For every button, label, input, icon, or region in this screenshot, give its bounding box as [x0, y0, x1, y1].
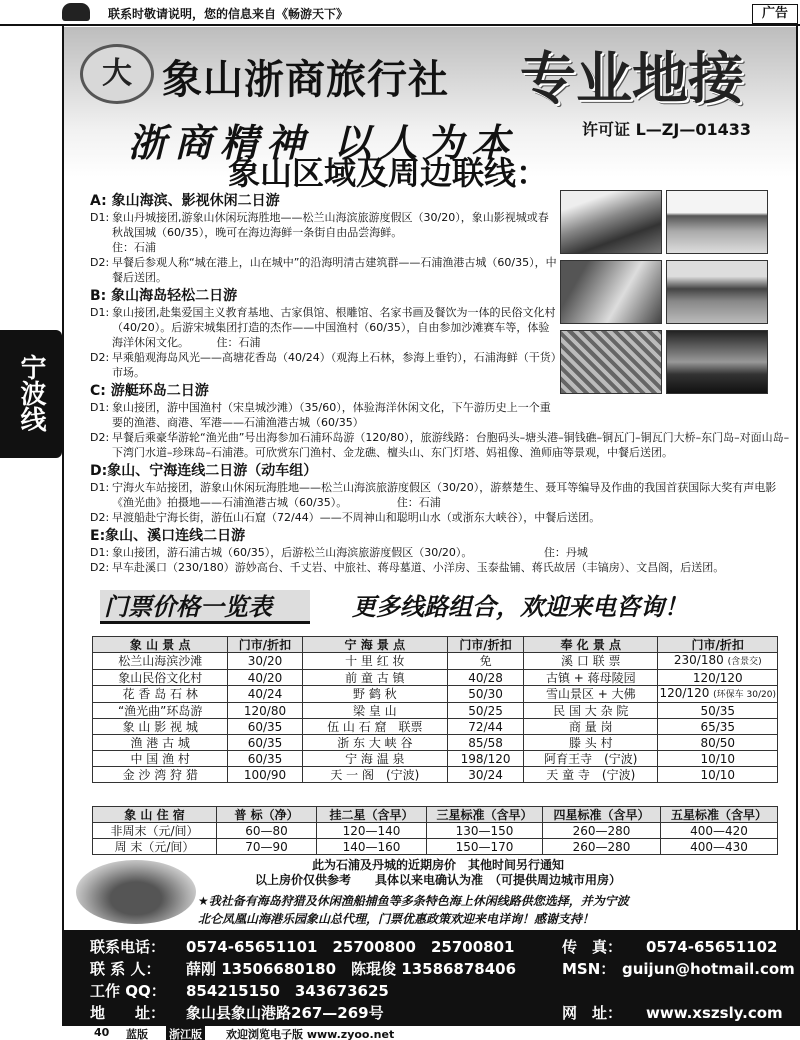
website-label: 网 址： — [562, 1004, 623, 1022]
table-cell — [658, 703, 778, 719]
table-cell — [658, 653, 778, 670]
table-cell — [228, 653, 302, 670]
cell-text: 198/120 — [460, 751, 511, 766]
cell-text: 天 童 寺 (宁波) — [546, 767, 636, 782]
col-header: 三星标准（含早） — [427, 807, 543, 823]
route-day — [90, 305, 558, 350]
cell-text: 30/24 — [468, 767, 503, 782]
route-title: E:象山、溪口连线二日游 — [90, 528, 246, 544]
cell-text: 梁 皇 山 — [353, 703, 397, 718]
route-day — [90, 350, 558, 380]
day-text: 早乘船观海岛风光——高塘花香岛（40/24）（观海上石林，参海上垂钓），石浦海鲜（干货）市场。 — [112, 351, 557, 379]
note-line: 以上房价仅供参考 具体以来电确认为准 （可提供周边城市用房） — [254, 873, 621, 887]
table-row — [93, 751, 778, 767]
route-title: C: 游艇环岛二日游 — [90, 383, 209, 399]
table-cell — [302, 719, 447, 735]
table-row — [93, 703, 778, 719]
contact-persons[interactable]: 薛刚 13506680180 陈琨俊 13586878406 — [186, 960, 517, 978]
cell-text: 65/35 — [700, 719, 736, 734]
cell-text: 宁 海 温 泉 — [345, 751, 405, 766]
table-cell — [448, 703, 524, 719]
cell-text: 免 — [479, 654, 492, 668]
table-cell: 260—280 — [543, 823, 661, 839]
col-header: 挂二星（含早） — [317, 807, 427, 823]
route-a — [90, 192, 790, 285]
top-notice: 联系时敬请说明，您的信息来自《畅游天下》 — [108, 7, 349, 21]
contact-row-phone — [90, 936, 800, 958]
table-cell — [228, 686, 302, 703]
promo-line: 北仑凤凰山海港乐园象山总代理，门票优惠政策欢迎来电详询！感谢支持！ — [198, 912, 595, 926]
cell-text: 中 国 渔 村 — [130, 751, 190, 766]
route-day — [90, 210, 639, 255]
table-cell — [93, 719, 228, 735]
cell-text: 50/35 — [700, 703, 736, 718]
hotel-notes — [88, 858, 788, 888]
table-cell — [448, 767, 524, 783]
table-cell — [228, 751, 302, 767]
table-cell: 130—150 — [427, 823, 543, 839]
cell-text: 金 沙 湾 狩 猎 — [122, 767, 198, 782]
route-day — [90, 400, 558, 430]
table-row — [93, 823, 778, 839]
qq-numbers[interactable]: 854215150 343673625 — [186, 982, 389, 1000]
table-cell — [93, 653, 228, 670]
phone-numbers[interactable]: 0574-65651101 25700800 25700801 — [186, 938, 515, 956]
address: 象山县象山港路267—269号 — [186, 1004, 384, 1022]
table-cell — [448, 719, 524, 735]
cell-text: 40/20 — [247, 670, 283, 685]
cell-text: 浙 东 大 峡 谷 — [337, 735, 413, 750]
route-title: D:象山、宁海连线二日游（动车组） — [90, 463, 318, 479]
cell-text: 60/35 — [247, 719, 283, 734]
route-day — [90, 255, 558, 285]
table-cell — [524, 751, 658, 767]
cell-text: 民 国 大 杂 院 — [553, 703, 629, 718]
table-cell — [658, 767, 778, 783]
contact-row-person — [90, 958, 800, 980]
msn-label: MSN： — [562, 960, 616, 978]
day-text: 宁海火车站接团，游象山休闲玩海胜地——松兰山海滨旅游度假区（30/20），游蔡楚生、聂耳等编导及作曲的我国首获国际大奖有声电影《渔光曲》拍摄地——石浦渔港古城（60/35）。 住：石浦 — [112, 481, 777, 509]
cell-text: 72/44 — [468, 719, 503, 734]
cell-text: 10/10 — [700, 751, 736, 766]
table-cell: 周 末（元/间） — [93, 839, 217, 855]
col-header: 象 山 住 宿 — [93, 807, 217, 823]
fax-number[interactable]: 0574-65651102 — [646, 938, 778, 956]
cell-text: 85/58 — [468, 735, 503, 750]
cell-text: 80/50 — [700, 735, 736, 750]
hotel-price-table — [92, 806, 778, 855]
route-list — [90, 190, 790, 575]
cell-text: 滕 头 村 — [568, 735, 613, 750]
fax-label: 传 真： — [562, 938, 623, 956]
promo-text — [198, 892, 790, 928]
ad-tag: 广告 — [752, 4, 798, 24]
table-cell — [658, 719, 778, 735]
phone-label: 联系电话： — [90, 938, 166, 956]
day-label: D2: — [90, 561, 110, 574]
table-row — [93, 767, 778, 783]
route-day — [90, 560, 790, 575]
company-name: 象山浙商旅行社 — [162, 57, 449, 103]
logo-mark: 大 — [102, 56, 132, 91]
table-cell — [228, 703, 302, 719]
slogan: 浙商精神 以人为本 — [128, 120, 518, 165]
table-cell — [524, 719, 658, 735]
ticket-price-table — [92, 636, 778, 783]
col-header: 五星标准（含早） — [661, 807, 778, 823]
table-cell: 400—420 — [661, 823, 778, 839]
cell-text: 十 里 红 妆 — [345, 654, 405, 668]
cell-note: (环保车 30/20) — [713, 690, 776, 700]
magazine-logo-icon — [62, 3, 90, 21]
col-header: 普 标（净） — [217, 807, 317, 823]
day-label: D2: — [90, 351, 110, 364]
cell-text: 天 一 阁 (宁波) — [330, 767, 420, 782]
cell-text: 40/28 — [468, 670, 503, 685]
cell-text: 花 香 岛 石 林 — [122, 687, 198, 701]
table-cell — [524, 703, 658, 719]
cell-text: 雪山景区 + 大佛 — [545, 687, 636, 701]
route-day — [90, 510, 790, 525]
cell-text: 120/80 — [243, 703, 287, 718]
region-title: 象山区域及周边联线： — [228, 154, 549, 192]
day-text: 早餐后乘豪华游轮“渔光曲”号出海参加石浦环岛游（120/80），旅游线路：台胞码头–塘头港–铜钱礁–铜瓦门–铜瓦门大桥–东门岛–对面山岛–下湾门水道–珍珠岛–石浦港。可欣赏东门渔村、金龙礁、檀头山、东门灯塔、妈祖像、渔师庙等景观，中餐后送团。 — [112, 431, 790, 459]
contact-row-qq — [90, 980, 800, 1002]
cell-text: 商 量 岗 — [568, 719, 613, 734]
col-header: 门市/折扣 — [658, 637, 778, 653]
route-day — [90, 430, 790, 460]
day-label: D2: — [90, 431, 110, 444]
page-footer — [0, 1024, 800, 1040]
table-cell — [93, 751, 228, 767]
table-row — [93, 686, 778, 703]
table-cell — [448, 735, 524, 751]
edition-label: 蓝版 — [126, 1028, 148, 1040]
col-header: 门市/折扣 — [448, 637, 524, 653]
table-cell — [448, 670, 524, 686]
table-row — [93, 670, 778, 686]
table-cell — [524, 670, 658, 686]
route-e — [90, 527, 790, 575]
day-label: D1: — [90, 211, 110, 224]
cell-text: 象山民俗文化村 — [118, 670, 203, 685]
table-row — [93, 653, 778, 670]
table-header-row — [93, 807, 778, 823]
table-cell — [302, 703, 447, 719]
cell-text: 溪 口 联 票 — [561, 654, 621, 668]
table-row — [93, 719, 778, 735]
table-cell: 60—80 — [217, 823, 317, 839]
website-link[interactable]: www.xszsly.com — [646, 1004, 783, 1022]
cell-text: 前 童 古 镇 — [345, 670, 405, 685]
route-d — [90, 462, 790, 525]
cell-text: 阿育王寺 (宁波) — [544, 751, 638, 766]
col-header: 四星标准（含早） — [543, 807, 661, 823]
day-text: 象山接团，游中国渔村（宋皇城沙滩）（35/60），体验海洋休闲文化，下午游历史上一个重要的渔港、商港、军港——石浦渔港古城（60/35） — [112, 401, 551, 429]
route-c — [90, 382, 790, 460]
cell-text: 120/120 — [659, 686, 710, 700]
table-cell — [658, 686, 778, 703]
day-label: D2: — [90, 511, 110, 524]
table-cell — [93, 670, 228, 686]
day-label: D2: — [90, 256, 110, 269]
person-label: 联 系 人： — [90, 960, 161, 978]
contact-row-address — [90, 1002, 800, 1024]
ticket-price-title: 门票价格一览表 — [100, 590, 310, 624]
cell-text: 30/20 — [247, 654, 283, 668]
side-tab-label: 宁波线 — [16, 354, 46, 432]
province-edition: 浙江版 — [166, 1026, 205, 1040]
cell-text: 50/30 — [468, 687, 503, 701]
company-tagline: 专业地接 — [520, 47, 744, 112]
contact-panel — [62, 930, 800, 1026]
day-text: 象山接团,赴集爱国主义教育基地、古家俱馆、根雕馆、名家书画及餐饮为一体的民俗文化村（40/20）。后游宋城集团打造的杰作——中国渔村（60/35），自由参加沙滩赛车等，体验海洋休闲文化。 住：石浦 — [112, 306, 556, 349]
col-header: 象 山 景 点 — [93, 637, 228, 653]
table-cell — [302, 653, 447, 670]
cell-text: 40/24 — [247, 687, 283, 701]
msn-address[interactable]: guijun@hotmail.com — [622, 960, 795, 978]
footer-website-text[interactable]: 欢迎浏览电子版 www.zyoo.net — [226, 1028, 395, 1040]
col-header: 奉 化 景 点 — [524, 637, 658, 653]
table-cell — [658, 735, 778, 751]
day-text: 早餐后参观人称“城在港上，山在城中”的沿海明清古建筑群——石浦渔港古城（60/35），中餐后送团。 — [112, 256, 557, 284]
table-cell — [524, 653, 658, 670]
page-number: 40 — [94, 1026, 110, 1039]
table-cell — [302, 670, 447, 686]
table-cell: 400—430 — [661, 839, 778, 855]
table-cell: 70—90 — [217, 839, 317, 855]
route-day — [90, 480, 790, 510]
cell-text: 古镇 + 蒋母陵园 — [545, 670, 636, 685]
day-text: 早渡船赴宁海长街，游伍山石窟（72/44）——不周神山和聪明山水（或浙东大峡谷），中餐后送团。 — [112, 511, 601, 524]
cell-text: 渔 港 古 城 — [130, 735, 190, 750]
table-cell: 120—140 — [317, 823, 427, 839]
cell-text: 野 鹤 秋 — [353, 687, 397, 701]
table-cell — [228, 767, 302, 783]
table-header-row — [93, 637, 778, 653]
day-text: 象山接团，游石浦古城（60/35），后游松兰山海滨旅游度假区（30/20）。 住：丹城 — [112, 546, 588, 559]
table-row — [93, 839, 778, 855]
qq-label: 工作 QQ： — [90, 982, 166, 1000]
table-cell — [658, 751, 778, 767]
table-cell — [524, 767, 658, 783]
table-cell — [228, 735, 302, 751]
table-cell — [228, 670, 302, 686]
table-cell — [448, 686, 524, 703]
cell-note: (含景交) — [727, 657, 762, 667]
table-row — [93, 735, 778, 751]
table-cell: 150—170 — [427, 839, 543, 855]
cell-text: 象 山 影 视 城 — [122, 719, 198, 734]
col-header: 门市/折扣 — [228, 637, 302, 653]
cell-text: 60/35 — [247, 751, 283, 766]
table-cell: 140—160 — [317, 839, 427, 855]
day-text: 象山丹城接团,游象山休闲玩海胜地——松兰山海滨旅游度假区（30/20），象山影视城或春秋战国城（60/35），晚可在海边海鲜一条街自由品尝海鲜。 住：石浦 — [112, 211, 639, 254]
cell-text: 10/10 — [700, 767, 736, 782]
more-routes-banner: 更多线路组合，欢迎来电咨询！ — [352, 592, 688, 621]
cell-text: 230/180 — [673, 653, 724, 667]
company-logo — [80, 44, 154, 104]
cell-text: 松兰山海滨沙滩 — [118, 654, 203, 668]
day-label: D1: — [90, 401, 110, 414]
table-cell — [93, 686, 228, 703]
table-cell — [302, 767, 447, 783]
table-cell — [658, 670, 778, 686]
day-label: D1: — [90, 546, 110, 559]
cell-text: 100/90 — [243, 767, 287, 782]
cell-text: 伍 山 石 窟 联票 — [327, 719, 423, 734]
table-cell — [448, 751, 524, 767]
license-number: 许可证 L—ZJ—01433 — [582, 120, 751, 139]
table-cell — [524, 735, 658, 751]
cell-text: 60/35 — [247, 735, 283, 750]
day-text: 早车赴溪口（230/180）游妙高台、千丈岩、中旅社、蒋母墓道、小洋房、玉泰盐铺、蒋氏故居（丰镐房）、文昌阁，后送团。 — [112, 561, 725, 574]
table-cell — [302, 735, 447, 751]
route-day — [90, 545, 790, 560]
table-cell — [302, 751, 447, 767]
address-label: 地 址： — [90, 1004, 166, 1022]
table-cell — [228, 719, 302, 735]
table-cell: 非周末（元/间） — [93, 823, 217, 839]
day-label: D1: — [90, 481, 110, 494]
side-tab-ningbo — [0, 330, 62, 458]
table-cell — [93, 735, 228, 751]
promo-line: ★我社备有海岛狩猎及休闲渔船捕鱼等多条特色海上休闲线路供您选择，并为宁波 — [198, 894, 629, 908]
route-b — [90, 287, 790, 380]
table-cell — [93, 703, 228, 719]
table-cell — [448, 653, 524, 670]
table-cell — [93, 767, 228, 783]
cell-text: “渔光曲”环岛游 — [117, 703, 203, 718]
table-cell — [524, 686, 658, 703]
route-title: B: 象山海岛轻松二日游 — [90, 288, 238, 304]
table-cell: 260—280 — [543, 839, 661, 855]
col-header: 宁 海 景 点 — [302, 637, 447, 653]
route-title: A: 象山海滨、影视休闲二日游 — [90, 193, 280, 209]
table-cell — [302, 686, 447, 703]
note-line: 此为石浦及丹城的近期房价 其他时间另行通知 — [311, 858, 564, 872]
cell-text: 120/120 — [692, 670, 743, 685]
day-label: D1: — [90, 306, 110, 319]
cell-text: 50/25 — [468, 703, 503, 718]
